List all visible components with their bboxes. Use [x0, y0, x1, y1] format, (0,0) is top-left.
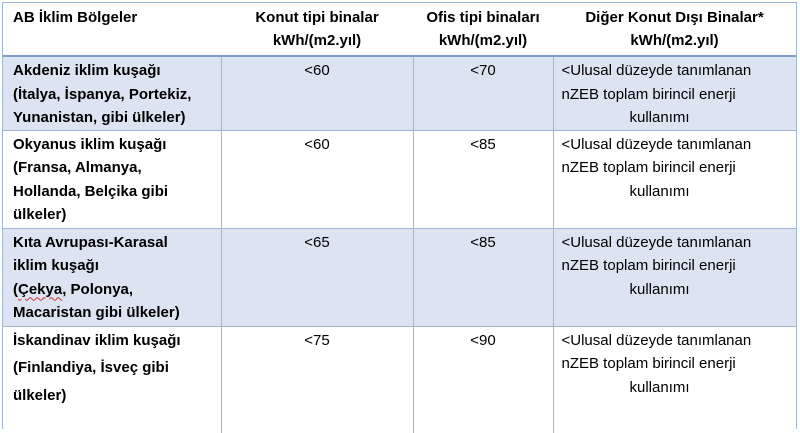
region-countries: (Finlandiya, İsveç gibi [13, 359, 169, 376]
region-cell [3, 228, 221, 326]
other-value-line: kullanımı [629, 280, 690, 298]
region-name: iklim kuşağı [13, 257, 99, 274]
other-value [553, 326, 796, 433]
header-other-non-residential [553, 3, 796, 56]
table-row [3, 326, 796, 433]
spellcheck-flagged-word: Çekya [18, 280, 63, 298]
header-climate-zones-label: AB İklim Bölgeler [13, 9, 138, 26]
header-climate-zones [3, 3, 221, 56]
table-row [3, 228, 796, 326]
other-value-line: <Ulusal düzeyde tanımlanan [561, 62, 752, 79]
region-name: Akdeniz iklim kuşağı [13, 62, 161, 79]
other-value-line: nZEB toplam birincil enerji [561, 355, 736, 372]
header-residential-label: Konut tipi binalar [255, 9, 379, 26]
residential-value: <60 [221, 56, 413, 130]
office-value: <90 [413, 326, 553, 433]
region-cell [3, 56, 221, 130]
residential-value: <75 [221, 326, 413, 433]
region-cell [3, 326, 221, 433]
header-residential [221, 3, 413, 56]
region-name: Kıta Avrupası-Karasal [13, 233, 168, 251]
residential-value: <65 [221, 228, 413, 326]
header-office-label: Ofis tipi binaları [426, 9, 540, 26]
header-residential-unit: kWh/(m2.yıl) [272, 32, 362, 49]
other-value-line: <Ulusal düzeyde tanımlanan [561, 135, 752, 153]
other-value-line: kullanımı [629, 109, 690, 126]
other-value [553, 228, 796, 326]
region-name: Okyanus iklim kuşağı [13, 135, 167, 153]
region-countries: ülkeler) [13, 206, 67, 223]
region-countries: ülkeler) [13, 386, 67, 404]
other-value-line: nZEB toplam birincil enerji [561, 257, 736, 274]
region-countries: Hollanda, Belçika gibi [13, 182, 169, 200]
header-office-unit: kWh/(m2.yıl) [438, 32, 528, 49]
region-countries: (İtalya, İspanya, Portekiz, [13, 85, 192, 103]
other-value-line: <Ulusal düzeyde tanımlanan [561, 331, 752, 349]
table-row [3, 56, 796, 130]
other-value [553, 130, 796, 228]
residential-value: <60 [221, 130, 413, 228]
region-countries-rest: , Polonya, [62, 280, 134, 298]
nzeb-climate-zone-table [3, 3, 796, 433]
other-value [553, 56, 796, 130]
other-value-line: nZEB toplam birincil enerji [561, 159, 736, 176]
office-value: <70 [413, 56, 553, 130]
header-row [3, 3, 796, 56]
region-cell [3, 130, 221, 228]
region-countries: (Çekya, Polonya, [13, 280, 134, 298]
other-value-line: kullanımı [629, 378, 690, 396]
other-value-line: nZEB toplam birincil enerji [561, 85, 736, 103]
region-countries: Macaristan gibi ülkeler) [13, 304, 180, 321]
region-name: İskandinav iklim kuşağı [13, 331, 181, 349]
region-countries: Yunanistan, gibi ülkeler) [13, 109, 186, 126]
region-countries: (Fransa, Almanya, [13, 159, 142, 176]
other-value-line: kullanımı [629, 182, 690, 200]
office-value: <85 [413, 228, 553, 326]
office-value: <85 [413, 130, 553, 228]
other-value-line: <Ulusal düzeyde tanımlanan [561, 233, 752, 251]
header-other-unit: kWh/(m2.yıl) [630, 32, 719, 49]
table-row [3, 130, 796, 228]
header-other-label: Diğer Konut Dışı Binalar* [585, 9, 764, 26]
header-office [413, 3, 553, 56]
